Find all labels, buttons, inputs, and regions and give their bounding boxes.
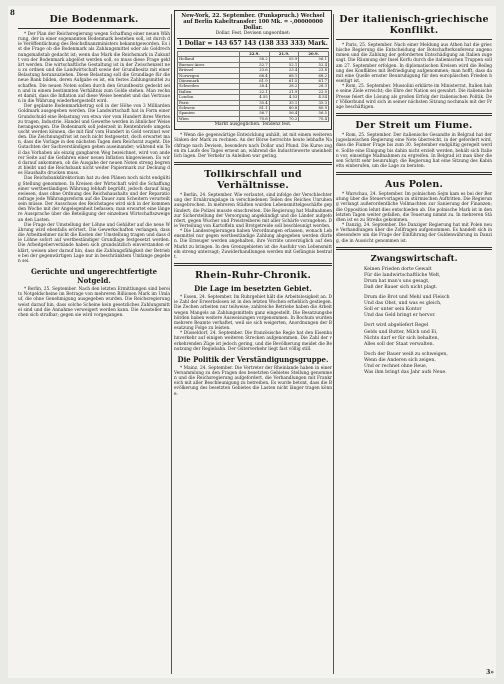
headline-conflict: Der italienisch-griechische Konflikt. [339, 14, 489, 36]
poem-line: Drum hat man's uns gesagt, [364, 278, 430, 284]
exchange-cell: 52.4 [299, 62, 329, 67]
poem-line: Und das Obst, und was es gleich, [364, 301, 442, 307]
article-paragraph: Das Reichsbankdirektorium hat zu den Plänen noch nicht endgültig Stellung genommen. In Kreisen der Wirtschaft wird die Schaffung einer wertbeständigen Währung lebhaft begrüßt, jedoch darauf hingewiesen, dass ohne Ordnung des Reichshaushalts und der Reparationsfrage jede Währungsreform auf die Dauer zum Scheitern verurteilt sein müsse. Der Ausschuss des Reichstages wird sich in der kommenden Woche mit der Angelegenheit befassen; man erwartet eine längere Aussprache über die Beteiligung der einzelnen Wirtschaftszweige an den Lasten. [18, 176, 170, 223]
poem-line: Nichts darf er für sich behalten, [364, 335, 440, 341]
poem-title: Zwangswirtschaft. [370, 253, 458, 264]
poem [336, 267, 492, 377]
exchange-row [178, 116, 329, 121]
column-right [336, 10, 492, 672]
exchange-title: New-York, 22. September. (Funkspruch.) Wechsel auf Berlin Kabeltransfer: 100 Mk. = -,00000000 Dollar. [181, 13, 325, 31]
exchange-cell: 70.6 [240, 116, 270, 121]
poem-line: Soll er unter sein Kontor [364, 307, 422, 313]
exchange-cell: Schweiz [178, 106, 240, 111]
exchange-rate-box [174, 10, 332, 130]
article-paragraph: * Rom, 25. September. Mussolini erklärte im Ministerrat, Italien habe seine Ziele erreicht; die Ehre der Nation sei gewahrt. Die italienische Presse feiert die Lösung als großen Erfolg der italienischen Politik. Der Völkerbund wird sich in seiner nächsten Sitzung nochmals mit der Frage beschäftigen. [336, 84, 492, 110]
exchange-cell: 35.3 [299, 100, 329, 105]
exchange-cell: Brüssel [178, 68, 240, 73]
poem-line: Und er rechnet ohne Reue, [364, 364, 428, 369]
exchange-cell: Italien [178, 89, 240, 94]
exchange-cell: Norwegen [178, 73, 240, 78]
divider [336, 172, 492, 175]
exchange-cell: 28.3 [299, 84, 329, 89]
article-paragraph: * Warschau, 24. September. Im polnischen Sejm kam es bei der Beratung über die Steuervorlagen zu stürmischen Auftritten. Die Regierung verlangt außerordentliche Vollmachten zur Sanierung der Finanzen; die Opposition lehnt dies entschieden ab. Die polnische Mark ist in den letzten Tagen weiter gefallen, die Teuerung nimmt zu. In mehreren Städten ist es zu Streiks gekommen. [336, 192, 492, 223]
exchange-cell: 61.9 [240, 79, 270, 84]
exchange-cell: 70.2 [269, 116, 299, 121]
subheadline: Die Politik der Verständigungsgruppe. [177, 354, 329, 364]
exchange-cell: 35.4 [240, 100, 270, 105]
exchange-cell: Holland [178, 57, 240, 62]
dollar-rate: 1 Dollar = 143 657 143 (138 333 333) Mark. [178, 40, 328, 47]
exchange-cell: 56.1 [299, 57, 329, 62]
footer-mark: 3» [486, 669, 494, 676]
exchange-cell: Wien [178, 116, 240, 121]
article-paragraph: * Rom, 25. September. Der italienische Gesandte in Belgrad hat der jugoslawischen Regierung eine Note überreicht, in der gefordert wird, dass die Fiumer Frage bis zum 30. September endgültig geregelt werde. Sollte eine Einigung bis dahin nicht erzielt werden, behält sich Italien vor, einseitige Maßnahmen zu ergreifen. In Belgrad ist man über diesen Schritt sehr beunruhigt; die Regierung hat eine Sitzung des Kabinetts einberufen, um die Lage zu beraten. [336, 133, 492, 169]
exchange-cell: Paris [178, 100, 240, 105]
exchange-cell: 70.4 [299, 116, 329, 121]
exchange-cell: 4.53 [269, 95, 299, 100]
newspaper-page [8, 6, 496, 678]
exchange-cell: Schweden [178, 84, 240, 89]
headline-unrest: Tollkirschfall und Verhältnisse. [204, 169, 302, 192]
exchange-footer: Markt ausgeglichen. Tendenz fest. [214, 122, 292, 128]
exchange-cell: 35.1 [269, 100, 299, 105]
exchange-cell: 56.5 [299, 111, 329, 116]
poem-line: Alles soll der Staat verwalten. [364, 341, 435, 347]
exchange-cell: 68.2 [299, 73, 329, 78]
exchange-header-cell: 22.9. [240, 52, 270, 57]
divider [18, 28, 170, 29]
headline-bodenmark: Die Bodenmark. [49, 14, 139, 25]
exchange-cell: 80.8 [269, 106, 299, 111]
page-number: 8 [10, 8, 15, 17]
exchange-cell: 23.8 [299, 68, 329, 73]
column-rule [171, 14, 172, 674]
divider [336, 39, 492, 40]
article-paragraph: * Essen, 24. September. Im Ruhrgebiet hält die Arbeitslosigkeit an. Die Zahl der Erwerbslosen ist in den letzten Wochen erheblich gestiegen. Die Zechen arbeiten nur teilweise; zahlreiche Betriebe haben die Arbeit wegen Mangels an Zahlungsmitteln ganz eingestellt. Die Besatzungsbehörden haben weitere Ausweisungen vorgenommen. In Bochum wurden mehrere Beamte verhaftet, weil sie sich weigerten, Anordnungen der Besatzung Folge zu leisten. [174, 295, 332, 332]
divider [174, 162, 332, 165]
exchange-cell: 56.4 [269, 111, 299, 116]
exchange-cell: 56.2 [240, 57, 270, 62]
exchange-cell: 81.1 [240, 106, 270, 111]
exchange-cell: 80.9 [299, 106, 329, 111]
exchange-cell: Dänemark [178, 79, 240, 84]
article-paragraph: * Berlin, 25. September. Nach den letzten Ermittlungen sind bereits Notgeldscheine im Betrage von mehreren Billionen Mark im Umlauf, die ohne Genehmigung ausgegeben wurden. Die Reichsregierung weist darauf hin, dass solche Scheine kein gesetzliches Zahlungsmittel sind und die Annahme verweigert werden kann. Die Aussteller machen sich strafbar; gegen sie wird vorgegangen. [18, 287, 170, 318]
poem-line: Daß der Bauer sich nicht plagt. [364, 284, 438, 290]
exchange-cell: 23.6 [240, 68, 270, 73]
headline-rhein-ruhr: Rhein-Ruhr-Chronik. [195, 270, 311, 282]
exchange-cell: 4.54 [299, 95, 329, 100]
exchange-cell: 22.0 [299, 89, 329, 94]
divider [336, 247, 492, 250]
exchange-cell: 55.9 [269, 57, 299, 62]
exchange-header-cell: 21.9. [269, 52, 299, 57]
poem-line: Doch der Bauer weiß zu schweigen, [364, 351, 448, 357]
exchange-cell: 61.7 [299, 79, 329, 84]
exchange-table [177, 51, 329, 122]
exchange-cell: 68.1 [269, 73, 299, 78]
poem-line: Und das Geld bringt er hervor. [364, 313, 436, 319]
article-paragraph: * Paris, 25. September. Nach einer Meldung aus Athen hat die griechische Regierung die Entscheidung der Botschafterkonferenz angenommen und die Zahlung der geforderten Entschädigung an Italien zugesagt. Die Räumung der Insel Korfu durch die italienischen Truppen soll am 27. September erfolgen. In diplomatischen Kreisen wird die Beilegung des Konfliktes mit Befriedigung aufgenommen; man hofft, dass damit eine Quelle ernster Beunruhigung für den europäischen Frieden beseitigt ist. [336, 43, 492, 85]
article-paragraph: Die Frage der Umstellung der Löhne und Gehälter auf die neue Währung wird ebenfalls erörtert. Die Gewerkschaften verlangen, dass die Arbeitnehmer nicht die Kosten der Umstellung tragen und dass die Löhne sofort auf wertbeständiger Grundlage festgesetzt werden. Die Arbeitgeberverbände haben sich grundsätzlich einverstanden erklärt, weisen aber darauf hin, dass die Zahlungsfähigkeit der Betriebe bei der gegenwärtigen Lage nur in beschränktem Umfange gegeben sei. [18, 222, 170, 264]
exchange-header-cell: 20.9. [299, 52, 329, 57]
exchange-cell: 56.7 [240, 111, 270, 116]
poem-line: Wenn die Anderen sich zeigen, [364, 357, 436, 363]
exchange-cell: 23.4 [269, 68, 299, 73]
exchange-cell: Spanien [178, 111, 240, 116]
poem-line: Keinen Frieden dorte Gewalt [364, 266, 432, 272]
poem-line: Gelds und Butter, Milch und Ei, [364, 329, 438, 335]
column-left [18, 10, 170, 672]
headline-fiume: Der Streit um Fiume. [355, 120, 473, 132]
column-middle [174, 10, 332, 672]
article-paragraph: Der geplante Bodenmarkbetrag soll in der Höhe von 3 Milliarden Goldmark ausgegeben werden. Die Landwirtschaft hat in Form einer Grundschuld eine Belastung von etwa vier vom Hundert ihres Wertes zu tragen, Industrie, Handel und Gewerbe werden in ähnlicher Weise herangezogen. Die Bodenmark soll jederzeit in Rentenbriefe umgetauscht werden können, die mit fünf vom Hundert in Gold verzinst werden. Die Zeichnungsfrist ist noch nicht festgesetzt, doch erwartet man, dass die Vorlage in den nächsten Tagen dem Reichsrat zugeht. Die Gutachten der Sachverständigen gehen auseinander; während ein Teil das Vorhaben als einzig gangbaren Weg bezeichnet, wird von anderer Seite auf die Gefahren einer neuen Inflation hingewiesen. Es wird darauf ankommen, ob die Ausgabe der neuen Noten streng begrenzt bleibt und die Reichsbank nicht weiter Papiermark zur Deckung des Haushalts drucken muss. [18, 104, 170, 177]
exchange-cell: 52.7 [240, 62, 270, 67]
column-rule [333, 14, 334, 674]
poem-line: Dort wird abgeliefert Regel [364, 323, 429, 329]
article-paragraph: * Die Landesregierungen haben Verordnungen erlassen, wonach Lebensmittel nur gegen wertbeständige Zahlung abgegeben werden dürfen. Die Erzeuger werden angehalten, ihre Vorräte unverzüglich auf den Markt zu bringen. In den Grenzgebieten ist die Ausfuhr von Lebensmitteln streng untersagt; Zuwiderhandlungen werden mit Gefängnis bestraft. [174, 229, 332, 260]
exchange-cell: 61.5 [269, 79, 299, 84]
exchange-cell: 21.9 [269, 89, 299, 94]
poem-line: Was ihm bringt das Jahr aufs Neue. [364, 370, 447, 376]
divider [336, 113, 492, 116]
exchange-cell: 68.4 [240, 73, 270, 78]
article-paragraph: * Danzig, 24. September. Die Danziger Regierung hat mit Polen neue Verhandlungen über die Zollfragen aufgenommen. Es handelt sich insbesondere um die Frage der Einführung der Guldenwährung in Danzig, die in Aussicht genommen ist. [336, 223, 492, 244]
article-paragraph: * Der Plan der Reichsregierung wegen Schaffung einer neuen Währung, der in einer sogenannten Bodenmark bestehen soll, ist durch die Veröffentlichung des Reichsfinanzministers bekanntgeworden. Es ist die Frage ob die Bodenmark als Zahlungsmittel oder als Goldrechnungsmaßstab gedacht ist; wenn das Mark die Reichsmark in Zukunft von der Bodenmark abgelöst werden soll, so muss diese Frage geklärt werden. Die wirtschaftliche Gestaltung ist in der Zwischenzeit neu zu ordnen und die Landwirtschaft sowie der Grundbesitz mit einer Belastung heranzuziehen. Diese Belastung soll die Grundlage für die neue Bank bilden, deren Aufgabe es ist, ein festes Zahlungsmittel zu schaffen. Die neuen Noten sollen durch den Grundbesitz gedeckt sein und in einem bestimmten Verhältnis zum Golde stehen. Man rechnet damit, dass die Inflation auf diese Weise beendet und das Vertrauen in die Währung wiederhergestellt wird. [18, 32, 170, 105]
poem-line: Für die landwirtschaftliche Welt, [364, 272, 441, 278]
divider [174, 263, 332, 266]
article-paragraph: * Mainz, 24. September. Die Vertreter der Rheinlande haben in einer Versammlung zu den Fragen des besetzten Gebietes Stellung genommen und die Reichsregierung aufgefordert, die Verhandlungen mit Frankreich mit aller Beschleunigung zu betreiben. Es wurde betont, dass die Bevölkerung des besetzten Gebietes die Lasten nicht länger tragen könne. [174, 365, 332, 397]
article-paragraph: * Düsseldorf, 24. September. Die französische Regie hat den Eisenbahnverkehr auf einigen weiteren Strecken aufgenommen. Die Zahl der verkehrenden Züge ist jedoch gering, und die Bevölkerung meidet die Benutzung der Regiebahn. Der Güterverkehr liegt fast völlig still. [174, 331, 332, 352]
article-paragraph: * Wenn die gegenwärtige Entwicklung anhält, ist mit einem weiteren Sinken der Mark zu rechnen. An der Börse herrschte heute lebhafte Nachfrage nach Devisen, besonders nach Dollar und Pfund. Die Kurse zogen im Laufe des Tages erneut an, während die Industriewerte uneinheitlich lagen. Der Verkehr in Anleihen war gering. [174, 133, 332, 159]
exchange-cell: 4.55 [240, 95, 270, 100]
subheadline-notgeld: Gerüchte und ungerechtfertigte Notgeld. [30, 267, 158, 286]
exchange-cell: London [178, 95, 240, 100]
exchange-cell: 52.1 [269, 62, 299, 67]
headline-polen: Aus Polen. [384, 179, 444, 191]
exchange-cell: Buenos-Aires [178, 62, 240, 67]
poem-line: Drum die Brot und Mehl und Fleisch [364, 295, 450, 301]
exchange-cell: 28.4 [240, 84, 270, 89]
exchange-cell: 28.2 [269, 84, 299, 89]
exchange-cell: 22.1 [240, 89, 270, 94]
subheadline: Die Lage im besetzten Gebiet. [194, 284, 312, 294]
exchange-subtitle: Dollar. Fest. Devisen ungeordnet: [215, 31, 291, 36]
article-paragraph: * Berlin, 24. September. Wie verlautet, sind infolge der Verschlechterung der Ernährungslage in verschiedenen Teilen des Reiches Unruhen ausgebrochen. In mehreren Städten wurden Lebensmittelgeschäfte geplündert; die Polizei musste einschreiten. Die Regierung hat Maßnahmen zur Sicherstellung der Versorgung angekündigt und die Länder aufgefordert, gegen Wucher und Preistreiberei mit aller Schärfe vorzugehen. Die Verteilung von Kartoffeln und Brotgetreide soll beschleunigt werden. [174, 193, 332, 229]
